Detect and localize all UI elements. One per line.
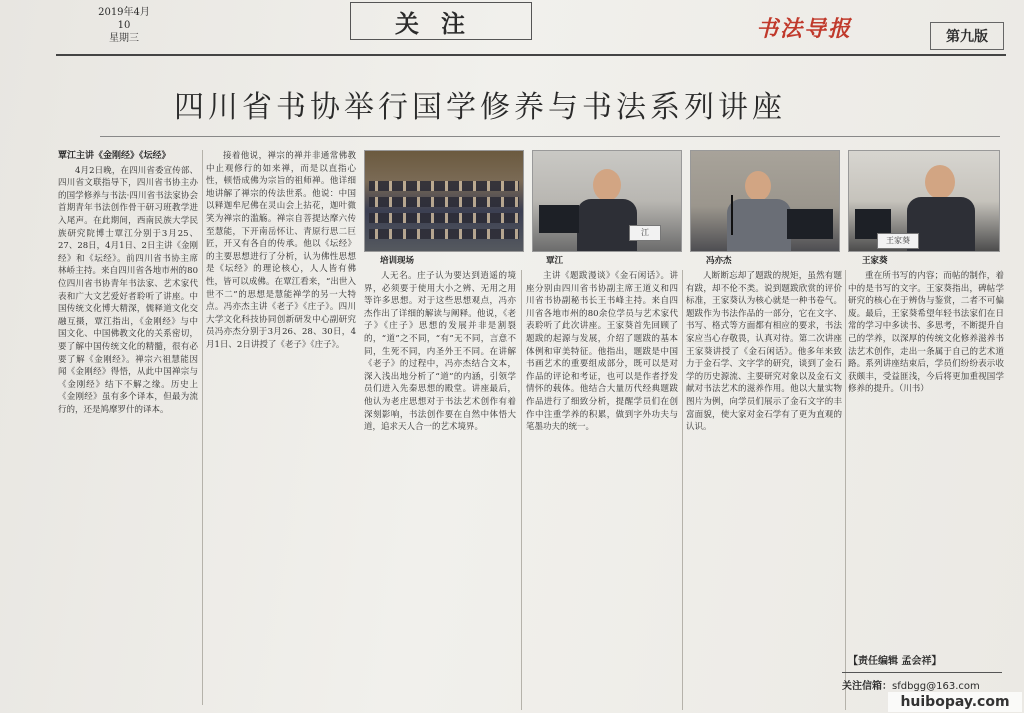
speaker-head [925, 165, 955, 199]
speaker-head [593, 169, 621, 201]
photo-training-scene [364, 150, 524, 252]
column-text: 人断断忘却了题跋的规矩，虽然有题有跋，却不伦不类。说到题跋欣赏的评价标准，王家葵认为核心就是一种书卷气。题跋作为书法作品的一部分，它在文字、书写、格式等方面都有相应的要求，书法家应当心存敬畏，认真对待。第二次讲座王家葵讲授了《金石闲话》。他多年来致力于金石学、文字学的研究，谈到了金石学的历史源流、主要研究对象以及金石文献对书法艺术的滋养作用。他以大量实物图片为例，向学员们展示了金石文字的丰富面貌，使大家对金石学有了更为直观的认识。 [686, 271, 842, 433]
text-column-1 [58, 150, 198, 710]
email-label: 关注信箱： [842, 681, 892, 692]
column-divider [682, 270, 683, 710]
watermark-text: huibopay.com [888, 692, 1022, 712]
issue-month: 2019年4月 [98, 7, 150, 18]
photo-qin-jiang [532, 150, 682, 252]
text-column-2 [206, 150, 356, 710]
column-text: 主讲《题跋漫谈》《金石闲话》。讲座分别由四川省书协副主席王道义和四川省书协副秘书长王书峰主持。来自四川省各地市州的80余位学员与艺术家代表聆听了此次讲座。王家葵首先回顾了题跋的起源与发展，介绍了题跋的基本体例和审美特征。他指出，题跋是中国书画艺术的重要组成部分，既可以是对作品的评论和考证，也可以是作者抒发情怀的载体。他结合大量历代经典题跋作品进行了细致分析，提醒学员们在创作中注重学养的积累，做到字外功夫与笔墨功夫的统一。 [526, 271, 678, 433]
email-address[interactable]: sfdbgg@163.com [892, 681, 980, 692]
photo-wang-jiakui [848, 150, 1000, 252]
masthead-divider [56, 54, 1006, 56]
column-text: 人无名。庄子认为要达到逍遥的境界，必须要于使用大小之辨、无用之用等许多思想。对于这些思想观点，冯亦杰作出了详细的解读与阐释。他说，《老子》《庄子》思想的发展并非是割裂的，“道”之不同，“有”无不同，言意不同，生死不同，内圣外王不同。在讲解《老子》的过程中，冯亦杰结合文本，深入浅出地分析了“道”的内涵，引领学员们进入先秦思想的殿堂。讲座最后，他认为老庄思想对于书法艺术创作有着深刻影响，书法创作要在自然中体悟大道，追求天人合一的艺术境界。 [364, 271, 516, 433]
subheading-qin-jiang: 覃江主讲《金刚经》《坛经》 [58, 151, 171, 161]
speaker-body [577, 199, 637, 251]
audience-row [369, 181, 519, 191]
monitor [787, 209, 833, 239]
photo-feng-yijie [690, 150, 840, 252]
name-placard: 王家葵 [877, 233, 919, 249]
photo-caption: 冯亦杰 [706, 256, 732, 266]
column-divider [202, 150, 203, 705]
text-column-5 [686, 270, 842, 710]
article-headline: 四川省书协举行国学修养与书法系列讲座 [174, 90, 786, 125]
text-column-6 [848, 270, 1004, 650]
photo-caption: 覃江 [546, 256, 564, 266]
column-divider [845, 270, 846, 710]
issue-date [84, 6, 164, 45]
column-text: 接着他说，禅宗的禅并非通常佛教中止观修行的如来禅，而是以直指心性，顿悟成佛为宗旨的祖师禅。他详细地讲解了禅宗的传法世系。他说：中国以释迦牟尼佛在灵山会上拈花，迦叶微笑为禅宗的滥觞。禅宗自菩提达摩六传至慧能，下开南岳怀让、青原行思二巨匠，开又有各自的传承。他以《坛经》的主要思想进行了分析，认为佛性思想是《坛经》的理论核心，人人皆有佛性，皆可以成佛。在覃江看来，“出世入世不二”的思想是慧能禅学的另一大特点。冯亦杰主讲《老子》《庄子》。四川大学文化科技协同创新研发中心副研究员冯亦杰分别于3月26、28、30日，4月1日、2日讲授了《老子》《庄子》。 [206, 151, 356, 350]
audience-row [369, 213, 519, 223]
issue-weekday: 星期三 [109, 33, 139, 44]
column-text: 重在所书写的内容；而帖的制作，着中的是书写的文字。王家葵指出，碑帖学研究的核心在于辨伪与鉴赏，二者不可偏废。最后，王家葵希望年轻书法家们在日常的学习中多读书、多思考，不断提升自己的学养，以深厚的传统文化修养滋养书法艺术创作，走出一条属于自己的艺术道路。系列讲座结束后，学员们纷纷表示收获颇丰，受益匪浅，今后将更加重视国学修养的提升。（川书） [848, 271, 1004, 395]
masthead [0, 0, 1024, 56]
photo-caption: 培训现场 [380, 256, 415, 266]
section-title: 关注 [350, 2, 532, 40]
audience-row [369, 229, 519, 239]
column-divider [521, 270, 522, 710]
text-column-3 [364, 270, 516, 710]
contact-email [842, 672, 1002, 692]
speaker-head [745, 171, 771, 201]
speaker-body [727, 199, 791, 251]
column-text: 4月2日晚，在四川省委宣传部、四川省文联指导下，四川省书协主办的国学修养与书法·四川省书法家协会首期青年书法创作骨干研习班教学进入尾声。在此期间，西南民族大学民族研究院博士覃江分别于3月25、27、28日，4月1日、2日主讲《金刚经》和《坛经》。前四川省书协主席林峤主持。来自四川省各地市州的80位四川省书协青年书法家、艺术家代表和广大文艺爱好者聆听了讲座。中国传统文化博大精深，儒释道文化交融互摄，覃江指出，《金刚经》与中国文化、中国佛教文化的关系密切，要了解中国传统文化的精髓，很有必要了解《金刚经》。禅宗六祖慧能因闻《金刚经》得悟，从此中国禅宗与《金刚经》结下不解之缘。历史上《金刚经》虽有多个译本，但最为流行的，还是鸠摩罗什的译本。 [58, 165, 198, 415]
responsible-editor: 【责任编辑 孟会祥】 [848, 656, 942, 667]
headline-divider [100, 136, 1000, 137]
monitor [539, 205, 579, 233]
audience-row [369, 197, 519, 207]
microphone [731, 195, 733, 235]
photo-caption: 王家葵 [862, 256, 888, 266]
name-placard: 江 [629, 225, 661, 241]
text-column-4 [526, 270, 678, 710]
page-number: 第九版 [930, 22, 1004, 50]
newspaper-logo: 书法导报 [756, 16, 853, 42]
issue-day: 10 [117, 20, 131, 31]
